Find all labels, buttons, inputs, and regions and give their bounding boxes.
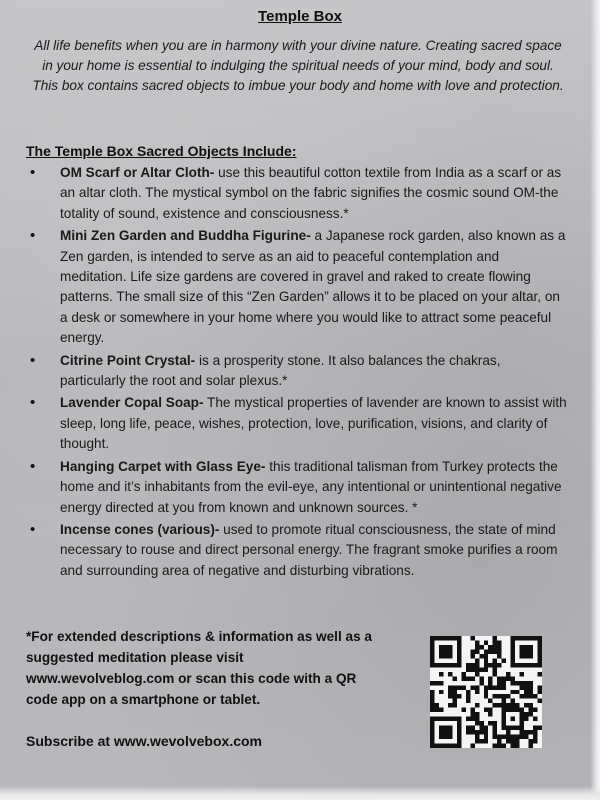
item-description: used to promote ritual consciousness, the state of mind necessary to rouse and direct personal energy. The fragrant smoke purifies a room and surrounding area of negative and disturbing vibrations. — [60, 521, 558, 578]
bullet-icon: • — [30, 457, 36, 475]
list-item — [28, 226, 568, 348]
list-item — [28, 351, 568, 392]
item-description: is a prosperity stone. It also balances the chakras, particularly the root and solar plexus.* — [60, 352, 501, 389]
list-item — [28, 393, 568, 454]
footer-note: *For extended descriptions & information as well as a suggested meditation please visit www.wevolveblog.com or scan this code with a QR code app on a smartphone or tablet. — [26, 629, 372, 707]
bullet-icon: • — [30, 227, 36, 245]
bullet-icon: • — [30, 164, 36, 181]
list-item — [28, 520, 568, 581]
list-item — [28, 163, 568, 224]
bullet-icon: • — [30, 394, 36, 412]
item-name: Lavender Copal Soap- — [60, 395, 204, 411]
qr-code-icon — [430, 636, 542, 748]
item-description: The mystical properties of lavender are known to assist with sleep, long life, peace, wishes, protection, love, purification, visions, and clarity of thought. — [60, 395, 567, 452]
sacred-objects-list — [28, 163, 568, 583]
item-description: use this beautiful cotton textile from India as a scarf or as an altar cloth. The mystical symbol on the fabric signifies the cosmic sound OM-the totality of sound, existence and consciousness.* — [60, 165, 562, 221]
item-description: a Japanese rock garden, also known as a Zen garden, is intended to serve as an aid to peaceful contemplation and meditation. Life size gardens are covered in gravel and raked to create flowing patterns. The small size of this “Zen Garden” allows it to be placed on your altar, on a desk or somewhere in your home where you would like to attract some peaceful energy. — [60, 228, 566, 346]
bullet-icon: • — [30, 520, 36, 538]
section-heading: The Temple Box Sacred Objects Include: — [26, 143, 297, 159]
paper-edge-right — [590, 0, 600, 800]
card-title: Temple Box — [258, 8, 342, 25]
item-description: this traditional talisman from Turkey protects the home and it’s inhabitants from the evil-eye, any intentional or unintentional negative energy directed at you from known and unknown sources. * — [60, 458, 562, 515]
paper-edge-bottom — [0, 786, 600, 800]
intro-paragraph: All life benefits when you are in harmony with your divine nature. Creating sacred space in your home is essential to indulging the spiritual needs of your mind, body and soul. This box contains sacred objects to imbue your body and home with love and protection. — [32, 38, 564, 93]
item-name: Citrine Point Crystal- — [60, 352, 196, 368]
qr-code-graphic — [430, 636, 542, 748]
subscribe-line: Subscribe at www.wevolvebox.com — [26, 733, 262, 749]
bullet-icon: • — [30, 351, 36, 369]
item-name: Hanging Carpet with Glass Eye- — [60, 458, 266, 474]
item-name: Incense cones (various)- — [60, 521, 220, 537]
item-name: OM Scarf or Altar Cloth- — [60, 165, 215, 180]
item-name: Mini Zen Garden and Buddha Figurine- — [60, 228, 311, 244]
list-item — [28, 457, 568, 518]
